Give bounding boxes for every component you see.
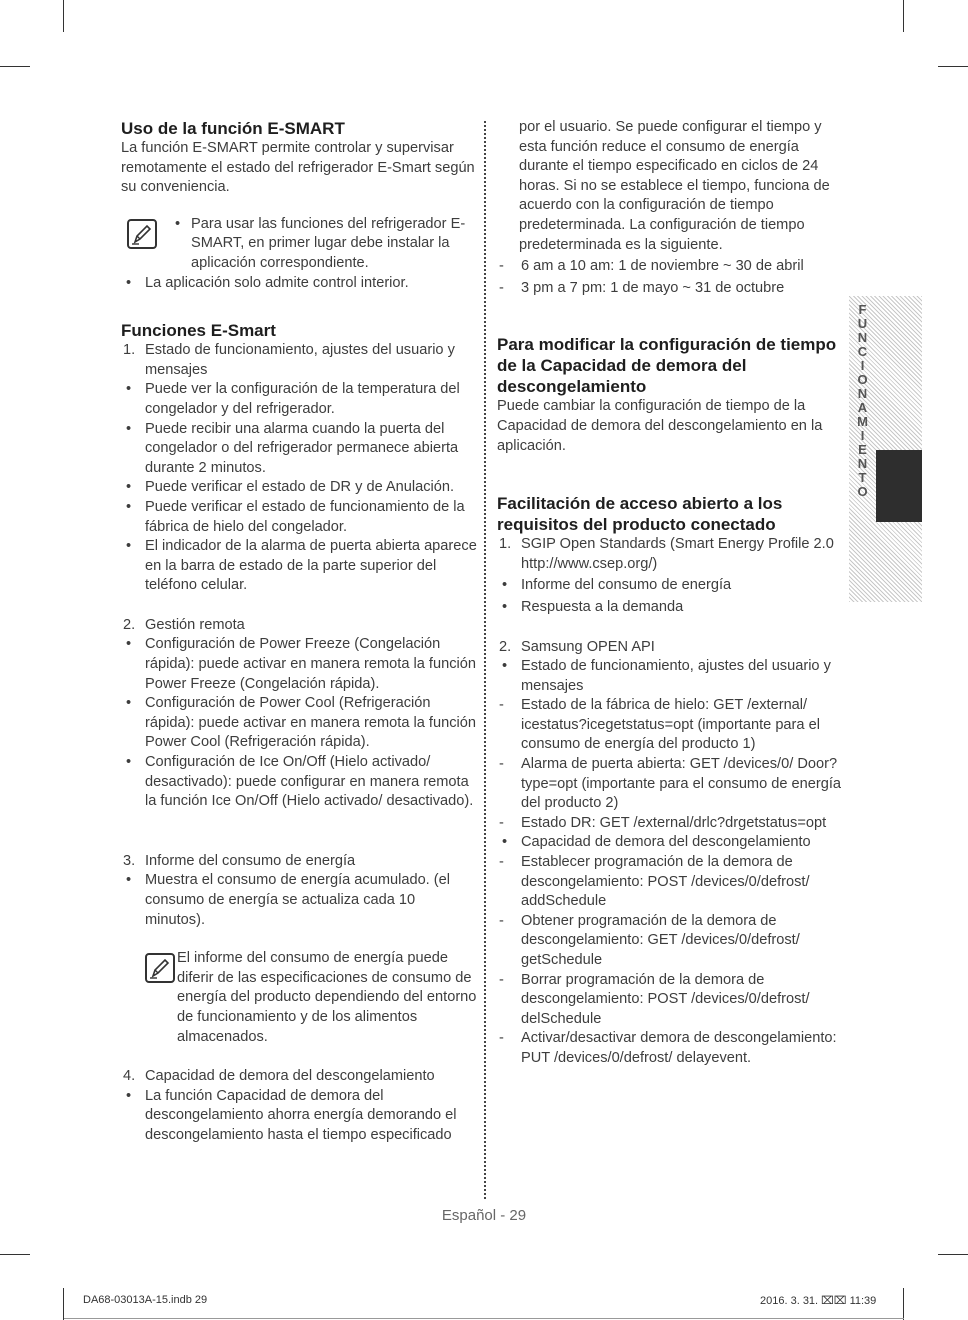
bullet-item xyxy=(121,871,477,930)
note-block xyxy=(121,949,477,1047)
bullet-text: Configuración de Ice On/Off (Hielo activado/ desactivado): puede configurar en manera remota la función Ice On/Off (Hielo activado/ desactivado). xyxy=(145,754,474,810)
section-heading-esmart: Uso de la función E-SMART xyxy=(121,119,345,138)
modify-time-paragraph: Puede cambiar la configuración de tiempo de la Capacidad de demora del descongelamiento en la aplicación. xyxy=(497,398,823,454)
dash-item xyxy=(497,912,852,971)
bullet-text: Estado de funcionamiento, ajustes del usuario y mensajes xyxy=(521,658,831,694)
bullet-marker: • xyxy=(175,215,181,232)
number-marker: 2. xyxy=(499,638,512,655)
numbered-item xyxy=(497,535,852,574)
bullet-item xyxy=(121,420,477,479)
crop-mark xyxy=(938,1254,968,1255)
bullet-marker: • xyxy=(126,498,132,515)
bullet-item xyxy=(121,274,477,294)
bullet-item xyxy=(121,537,477,596)
bullet-marker: • xyxy=(126,420,132,437)
dash-marker: - xyxy=(499,1030,504,1047)
bullet-marker: • xyxy=(502,577,508,594)
bullet-text: Configuración de Power Freeze (Congelación rápida): puede activar en manera remota la función Power Freeze (Congelación rápida). xyxy=(145,636,476,692)
dash-marker: - xyxy=(499,971,504,988)
note-item xyxy=(175,215,477,274)
dash-marker: - xyxy=(499,912,504,929)
section-heading-open-access: Facilitación de acceso abierto a los requisitos del producto conectado xyxy=(497,494,783,535)
page-number: Español - 29 xyxy=(441,1207,527,1224)
bullet-text: Puede recibir una alarma cuando la puerta del congelador o del refrigerador permanece abierta durante 2 minutos. xyxy=(145,420,459,476)
dash-text: Activar/desactivar demora de descongelamiento: PUT /devices/0/defrost/ delayevent. xyxy=(521,1030,837,1066)
bullet-text: La función Capacidad de demora del descongelamiento ahorra energía demorando el descongelamiento hasta el tiempo especificado xyxy=(145,1087,457,1143)
intro-paragraph: La función E-SMART permite controlar y supervisar remotamente el estado del refrigerador E-Smart según su conveniencia. xyxy=(121,140,475,196)
note-text: Para usar las funciones del refrigerador E-SMART, en primer lugar debe instalar la aplicación correspondiente. xyxy=(191,215,466,271)
dash-item xyxy=(497,755,852,814)
dash-text: Estado de la fábrica de hielo: GET /external/ icestatus?icegetstatus=opt (importante para el consumo de energía del producto 1) xyxy=(521,697,820,753)
dash-item xyxy=(497,257,852,277)
crop-mark xyxy=(903,0,904,32)
dash-item xyxy=(497,1029,852,1068)
bullet-text: Muestra el consumo de energía acumulado. (el consumo de energía se actualiza cada 10 minutos). xyxy=(145,872,451,928)
chapter-tab xyxy=(849,296,922,602)
numbered-text: Informe del consumo de energía xyxy=(145,852,356,869)
numbered-item xyxy=(121,852,477,872)
bullet-item xyxy=(497,576,852,596)
dash-item xyxy=(497,971,852,1030)
print-slug-date: 2016. 3. 31. ⌧⌧ 11:39 xyxy=(760,1295,877,1307)
dash-item xyxy=(497,279,852,299)
numbered-text: Samsung OPEN API xyxy=(521,638,655,655)
dash-item xyxy=(497,696,852,755)
number-marker: 2. xyxy=(123,616,136,633)
numbered-item xyxy=(497,638,852,658)
continuation-paragraph: por el usuario. Se puede configurar el tiempo y esta función reduce el consumo de energía durante el tiempo especificado en ciclos de 24 horas. Si no se establece el tiempo, funciona de acuerdo con la configuración de tiempo predeterminada. La configuración de tiempo predeterminada es la siguiente. xyxy=(519,119,830,253)
bullet-marker: • xyxy=(126,479,132,496)
bullet-text: Configuración de Power Cool (Refrigeración rápida): puede activar en manera remota la función Power Cool (Refrigeración rápida). xyxy=(145,695,476,751)
dash-text: Borrar programación de la demora de descongelamiento: POST /devices/0/defrost/ delSchedule xyxy=(521,971,810,1027)
crop-mark xyxy=(63,0,64,32)
number-marker: 4. xyxy=(123,1068,136,1085)
bullet-marker: • xyxy=(126,636,132,653)
dash-marker: - xyxy=(499,854,504,871)
crop-mark xyxy=(0,66,30,67)
number-marker: 1. xyxy=(499,536,512,553)
bullet-marker: • xyxy=(502,598,508,615)
numbered-item xyxy=(121,1067,477,1087)
right-column xyxy=(497,118,852,1069)
print-slug-file: DA68-03013A-15.indb 29 xyxy=(83,1294,208,1306)
bullet-item xyxy=(497,833,852,853)
slug-line xyxy=(64,1318,904,1319)
note-block xyxy=(121,215,477,274)
bullet-text: Puede ver la configuración de la temperatura del congelador y del refrigerador. xyxy=(145,381,460,417)
dash-marker: - xyxy=(499,814,504,831)
dash-text: Estado DR: GET /external/drlc?drgetstatus=opt xyxy=(521,814,827,831)
bullet-text: Capacidad de demora del descongelamiento xyxy=(521,834,811,851)
crop-mark xyxy=(903,1288,904,1320)
bullet-item xyxy=(121,498,477,537)
numbered-text: Capacidad de demora del descongelamiento xyxy=(145,1068,435,1085)
bullet-marker: • xyxy=(126,872,132,889)
bullet-item xyxy=(121,694,477,753)
dash-item xyxy=(497,853,852,912)
dash-marker: - xyxy=(499,756,504,773)
numbered-text: Gestión remota xyxy=(145,616,245,633)
number-marker: 1. xyxy=(123,342,136,359)
numbered-text: SGIP Open Standards (Smart Energy Profile 2.0 http://www.csep.org/) xyxy=(521,536,834,572)
note-icon xyxy=(127,219,157,249)
crop-mark xyxy=(63,1288,64,1320)
dash-text: Alarma de puerta abierta: GET /devices/0/ Door?type=opt (importante para el consumo de energía del producto 2) xyxy=(521,756,842,812)
bullet-item xyxy=(121,380,477,419)
chapter-tab-marker xyxy=(876,450,922,522)
bullet-text: Respuesta a la demanda xyxy=(521,598,684,615)
bullet-marker: • xyxy=(126,274,132,291)
section-heading-modify-time: Para modificar la configuración de tiempo de la Capacidad de demora del descongelamiento xyxy=(497,335,837,397)
column-divider xyxy=(484,121,486,1199)
numbered-item xyxy=(121,341,477,380)
left-column xyxy=(121,118,477,1146)
chapter-tab-label: FUNCIONAMIENTO xyxy=(855,302,870,498)
bullet-text: Informe del consumo de energía xyxy=(521,577,732,594)
bullet-text: La aplicación solo admite control interior. xyxy=(145,274,409,291)
dash-marker: - xyxy=(499,697,504,714)
dash-text: 6 am a 10 am: 1 de noviembre ~ 30 de abril xyxy=(521,258,804,275)
note-icon xyxy=(145,953,175,983)
dash-marker: - xyxy=(499,258,504,275)
bullet-marker: • xyxy=(502,658,508,675)
bullet-item xyxy=(497,598,852,618)
dash-item xyxy=(497,814,852,834)
bullet-item xyxy=(121,753,477,812)
bullet-marker: • xyxy=(126,695,132,712)
numbered-item xyxy=(121,616,477,636)
dash-text: Establecer programación de la demora de descongelamiento: POST /devices/0/defrost/ addSchedule xyxy=(521,854,810,910)
bullet-text: El indicador de la alarma de puerta abierta aparece en la barra de estado de la parte superior del teléfono celular. xyxy=(145,538,477,594)
bullet-text: Puede verificar el estado de DR y de Anulación. xyxy=(145,479,455,496)
bullet-marker: • xyxy=(502,834,508,851)
crop-mark xyxy=(938,66,968,67)
bullet-marker: • xyxy=(126,538,132,555)
bullet-marker: • xyxy=(126,1087,132,1104)
dash-text: Obtener programación de la demora de descongelamiento: GET /devices/0/defrost/ getSchedule xyxy=(521,912,800,968)
bullet-marker: • xyxy=(126,381,132,398)
numbered-text: Estado de funcionamiento, ajustes del usuario y mensajes xyxy=(145,342,455,378)
bullet-marker: • xyxy=(126,754,132,771)
crop-mark xyxy=(0,1254,30,1255)
bullet-text: Puede verificar el estado de funcionamiento de la fábrica de hielo del congelador. xyxy=(145,498,465,535)
dash-text: 3 pm a 7 pm: 1 de mayo ~ 31 de octubre xyxy=(521,279,785,296)
bullet-item xyxy=(121,478,477,498)
number-marker: 3. xyxy=(123,852,136,869)
bullet-item xyxy=(497,657,852,696)
section-heading-functions: Funciones E-Smart xyxy=(121,321,276,341)
dash-marker: - xyxy=(499,279,504,296)
note-text: El informe del consumo de energía puede diferir de las especificaciones de consumo de energía del producto dependiendo del entorno de funcionamiento y de los alimentos almacenados. xyxy=(177,950,477,1045)
bullet-item xyxy=(121,1087,477,1146)
bullet-item xyxy=(121,635,477,694)
